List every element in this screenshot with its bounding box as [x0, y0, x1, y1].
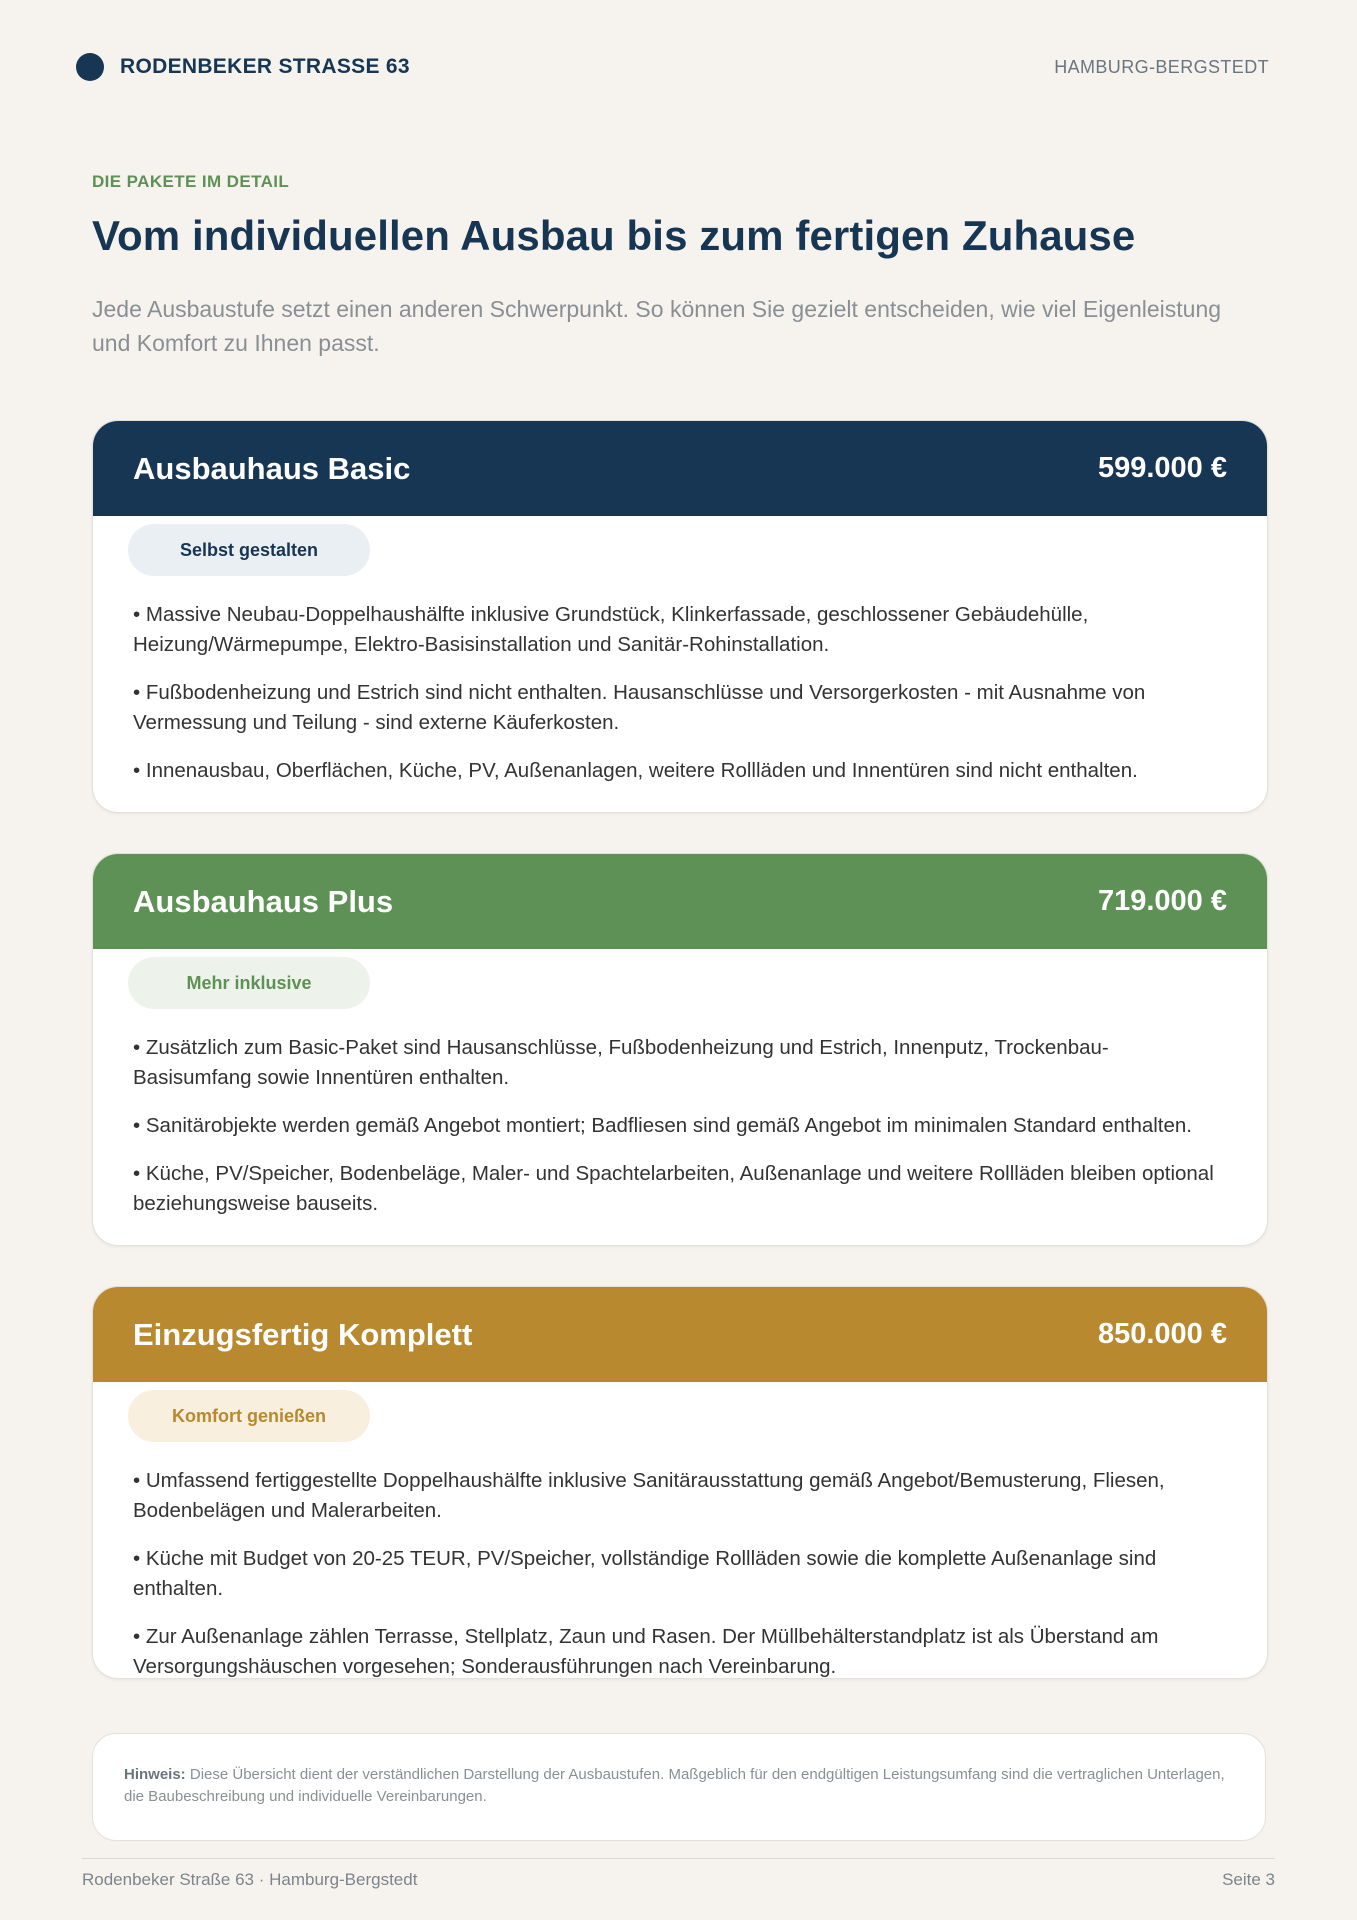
package-bullet: • Innenausbau, Oberflächen, Küche, PV, Außenanlagen, weitere Rollläden und Innentüren sind nicht enthalten.	[133, 759, 1138, 782]
package-name: Einzugsfertig Komplett	[133, 1316, 473, 1352]
package-bullet: • Umfassend fertiggestellte Doppelhaushälfte inklusive Sanitärausstattung gemäß Angebot/Bemusterung, Fliesen, Bodenbelägen und Malerarbeiten.	[133, 1469, 1165, 1522]
intro-text: Jede Ausbaustufe setzt einen anderen Schwerpunkt. So können Sie gezielt entscheiden, wie viel Eigenleistung und Komfort zu Ihnen passt.	[92, 296, 1222, 356]
location-label: HAMBURG-BERGSTEDT	[1054, 56, 1269, 77]
package-name: Ausbauhaus Basic	[133, 450, 411, 486]
package-price: 599.000 €	[1097, 452, 1227, 484]
package-price: 719.000 €	[1097, 885, 1227, 917]
package-bullet-list	[93, 1009, 1267, 1219]
package-card-basic	[92, 420, 1268, 813]
page-footer	[82, 1870, 1275, 1890]
package-bullet: • Massive Neubau-Doppelhaushälfte inklusive Grundstück, Klinkerfassade, geschlossener Gebäudehülle, Heizung/Wärmepumpe, Elektro-Basisinstallation und Sanitär-Rohinstallation.	[133, 603, 1089, 656]
package-tag: Komfort genießen	[128, 1390, 370, 1442]
package-bullet: • Küche, PV/Speicher, Bodenbeläge, Maler- und Spachtelarbeiten, Außenanlage und weitere Rollläden bleiben optional beziehungsweise bauseits.	[133, 1162, 1214, 1215]
note-text: Diese Übersicht dient der verständlichen Darstellung der Ausbaustufen. Maßgeblich für den endgültigen Leistungsumfang sind die vertraglichen Unterlagen, die Baubeschreibung und individuelle Vereinbarungen.	[124, 1766, 1225, 1805]
brand	[76, 53, 410, 81]
package-bullet: • Fußbodenheizung und Estrich sind nicht enthalten. Hausanschlüsse und Versorgerkosten - mit Ausnahme von Vermessung und Teilung - sind externe Käuferkosten.	[133, 681, 1146, 734]
package-tag: Selbst gestalten	[128, 524, 370, 576]
package-card-komplett	[92, 1286, 1268, 1679]
package-price: 850.000 €	[1097, 1318, 1227, 1350]
package-bullet: • Sanitärobjekte werden gemäß Angebot montiert; Badfliesen sind gemäß Angebot im minimalen Standard enthalten.	[133, 1114, 1192, 1137]
brand-dot-icon	[76, 53, 104, 81]
package-card-plus	[92, 853, 1268, 1246]
package-tag: Mehr inklusive	[128, 957, 370, 1009]
disclaimer-note	[92, 1733, 1266, 1841]
footer-address: Rodenbeker Straße 63 · Hamburg-Bergstedt	[82, 1870, 418, 1889]
package-header	[93, 854, 1267, 949]
brand-name: RODENBEKER STRASSE 63	[120, 55, 410, 78]
package-name: Ausbauhaus Plus	[133, 883, 394, 919]
package-bullet-list	[93, 576, 1267, 786]
package-header	[93, 1287, 1267, 1382]
page-header	[76, 52, 1269, 82]
section-eyebrow: DIE PAKETE IM DETAIL	[92, 172, 290, 191]
package-bullet: • Zusätzlich zum Basic-Paket sind Hausanschlüsse, Fußbodenheizung und Estrich, Innenputz, Trockenbau-Basisumfang sowie Innentüren enthalten.	[133, 1036, 1109, 1089]
package-bullet: • Zur Außenanlage zählen Terrasse, Stellplatz, Zaun und Rasen. Der Müllbehälterstandplatz ist als Überstand am Versorgungshäuschen vorgesehen; Sonderausführungen nach Vereinbarung.	[133, 1625, 1159, 1678]
page-number: Seite 3	[1222, 1870, 1275, 1889]
footer-divider	[82, 1858, 1275, 1859]
package-header	[93, 421, 1267, 516]
note-label: Hinweis:	[124, 1766, 186, 1783]
package-bullet-list	[93, 1442, 1267, 1679]
page-title: Vom individuellen Ausbau bis zum fertigen Zuhause	[92, 212, 1136, 259]
package-bullet: • Küche mit Budget von 20-25 TEUR, PV/Speicher, vollständige Rollläden sowie die komplette Außenanlage sind enthalten.	[133, 1547, 1157, 1600]
